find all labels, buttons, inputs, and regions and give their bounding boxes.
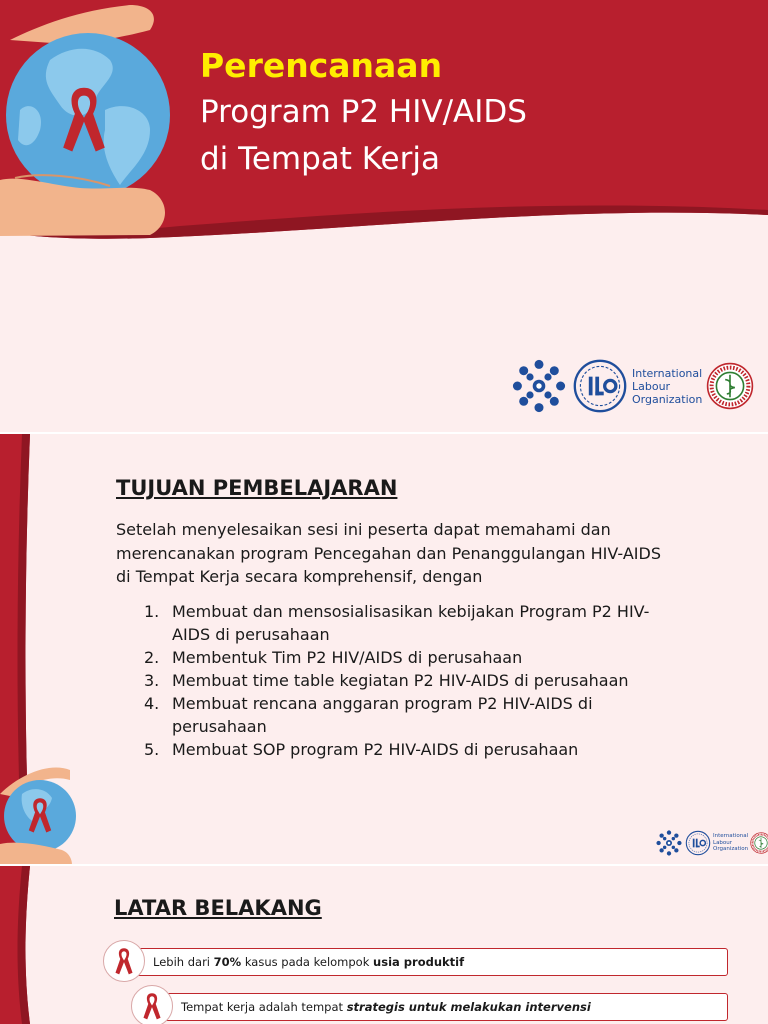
list-text: Membuat SOP program P2 HIV-AIDS di perusahaan (172, 740, 579, 759)
idki-logo (706, 362, 754, 410)
ilo-logo (685, 830, 711, 856)
partner-logos (512, 358, 754, 414)
background-slide (0, 866, 768, 1024)
list-number: 5. (144, 740, 160, 759)
list-text: Membentuk Tim P2 HIV/AIDS di perusahaan (172, 648, 523, 667)
globe-hands-icon (0, 0, 180, 240)
intro-paragraph: Setelah menyelesaikan sesi ini peserta dapat memahami dan merencanakan program Pencegahan dan Penanggulangan HIV-AIDS di Tempat Kerja secara komprehensif, dengan (116, 520, 661, 586)
section-heading: LATAR BELAKANG (114, 896, 322, 920)
side-banner (0, 866, 40, 1024)
list-item (116, 692, 676, 738)
point-emphasis: usia produktif (373, 955, 465, 969)
background-point-1 (110, 948, 728, 976)
partner-logos-small (656, 830, 768, 856)
ilo-name (713, 833, 748, 853)
section-heading: TUJUAN PEMBELAJARAN (116, 476, 398, 500)
ilo-line-2: Labour (632, 379, 671, 393)
title-slide (0, 0, 768, 432)
ilo-line-1: International (632, 366, 703, 380)
side-banner (0, 434, 80, 864)
list-text: Membuat time table kegiatan P2 HIV-AIDS di perusahaan (172, 671, 629, 690)
title-line-2: Program P2 HIV/AIDS (200, 94, 527, 130)
point-text-part: Lebih dari (153, 955, 214, 969)
ilo-line-3: Organization (632, 392, 703, 406)
point-text (153, 955, 464, 969)
list-item (116, 738, 676, 761)
list-number: 4. (144, 694, 160, 713)
point-text-part: Tempat kerja adalah tempat (181, 1000, 347, 1014)
point-text (181, 1000, 591, 1014)
ilo-logo (572, 358, 628, 414)
list-number: 2. (144, 648, 160, 667)
red-ribbon-icon (103, 940, 145, 982)
background-point-2 (138, 993, 728, 1021)
list-text: Membuat dan mensosialisasikan kebijakan Program P2 HIV-AIDS di perusahaan (172, 602, 650, 644)
idki-logo (750, 832, 768, 854)
point-emphasis: 70% (213, 955, 242, 969)
list-text: Membuat rencana anggaran program P2 HIV-AIDS di perusahaan (172, 694, 593, 736)
point-emphasis: strategis untuk melakukan intervensi (346, 1000, 591, 1014)
objectives-list (116, 600, 676, 761)
ilo-line-2: Labour (713, 839, 733, 846)
list-number: 1. (144, 602, 160, 621)
list-item (116, 600, 676, 646)
kemnaker-logo (512, 359, 566, 413)
kemnaker-logo (656, 830, 682, 856)
list-item (116, 669, 676, 692)
point-text-part: kasus pada kelompok (241, 955, 374, 969)
ilo-name (632, 367, 702, 406)
title-line-3: di Tempat Kerja (200, 141, 440, 177)
ilo-line-3: Organization (713, 846, 749, 853)
list-number: 3. (144, 671, 160, 690)
title-line-1: Perencanaan (200, 46, 443, 85)
red-ribbon-icon (131, 985, 173, 1024)
ilo-line-1: International (713, 833, 749, 840)
objectives-slide (0, 434, 768, 864)
list-item (116, 646, 676, 669)
